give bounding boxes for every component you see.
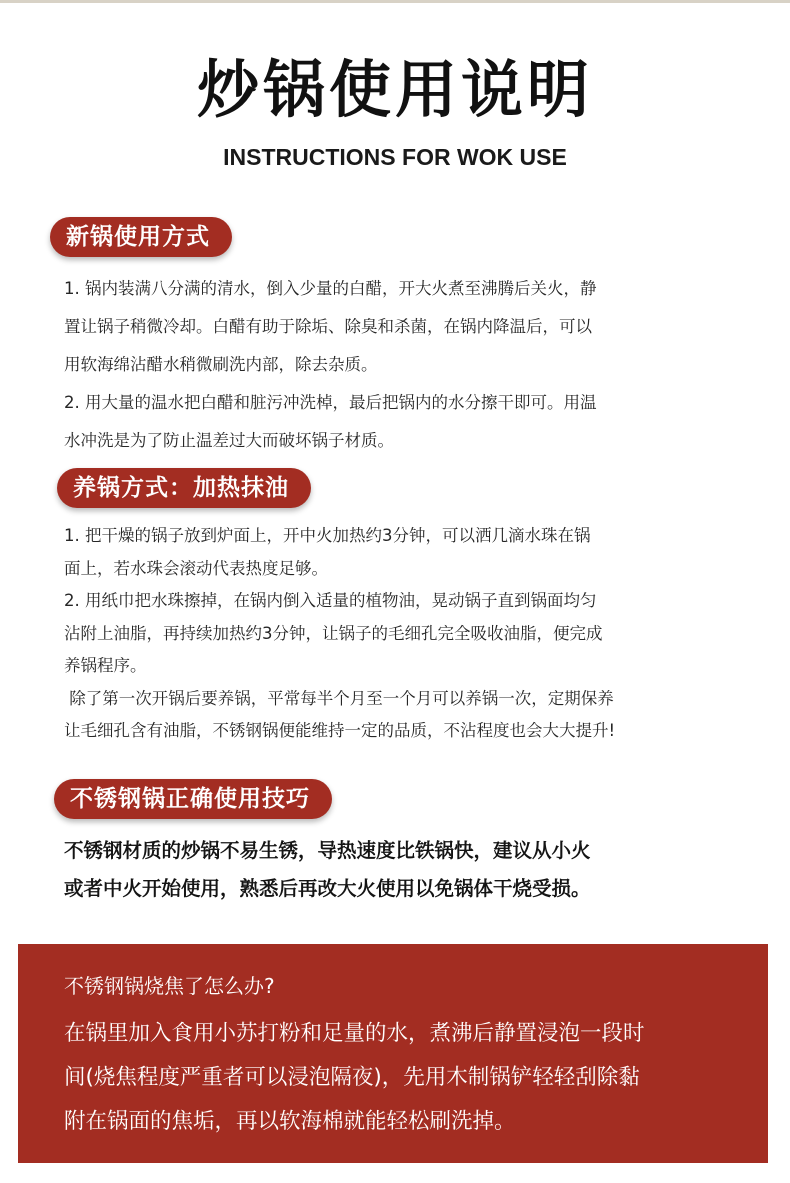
section-heading-stainless-tips: 不锈钢锅正确使用技巧 [54, 779, 332, 819]
body-line: 除了第一次开锅后要养锅，平常每半个月至一个月可以养锅一次，定期保养 [64, 688, 614, 708]
body-line: 置让锅子稍微冷却。白醋有助于除垢、除臭和杀菌，在锅内降温后，可以 [64, 317, 592, 336]
faq-answer [64, 1012, 645, 1144]
body-line: 面上，若水珠会滚动代表热度足够。 [64, 558, 328, 578]
body-line: 2. 用纸巾把水珠擦掉，在锅内倒入适量的植物油，晃动锅子直到锅面均匀 [64, 591, 597, 610]
faq-question: 不锈钢锅烧焦了怎么办? [64, 974, 275, 998]
body-line: 1. 把干燥的锅子放到炉面上，开中火加热约3分钟，可以洒几滴水珠在锅 [64, 526, 591, 545]
body-line: 或者中火开始使用，熟悉后再改大火使用以免锅体干烧受损。 [64, 877, 591, 900]
page-subtitle: INSTRUCTIONS FOR WOK USE [223, 144, 567, 170]
body-line: 1. 锅内装满八分满的清水，倒入少量的白醋，开大火煮至沸腾后关火，静 [64, 279, 597, 298]
section-heading-seasoning: 养锅方式：加热抹油 [57, 468, 311, 508]
page-title: 炒锅使用说明 [196, 53, 593, 126]
body-line: 养锅程序。 [64, 656, 147, 675]
body-line: 沾附上油脂，再持续加热约3分钟，让锅子的毛细孔完全吸收油脂，便完成 [64, 623, 603, 643]
section-body-stainless-tips [64, 832, 591, 908]
section-body-new-wok [64, 270, 597, 460]
body-line: 2. 用大量的温水把白醋和脏污冲洗棹，最后把锅内的水分擦干即可。用温 [64, 393, 597, 412]
body-line: 不锈钢材质的炒锅不易生锈，导热速度比铁锅快，建议从小火 [64, 839, 591, 862]
faq-answer-line: 附在锅面的焦垢，再以软海棉就能轻松刷洗掉。 [64, 1109, 516, 1134]
body-line: 让毛细孔含有油脂，不锈钢锅便能维持一定的品质，不沾程度也会大大提升! [64, 721, 616, 740]
faq-box [18, 944, 768, 1163]
body-line: 用软海绵沾醋水稍微刷洗内部，除去杂质。 [64, 355, 378, 374]
section-body-seasoning [64, 520, 615, 748]
top-divider [0, 0, 790, 3]
body-line: 水冲洗是为了防止温差过大而破坏锅子材质。 [64, 431, 394, 450]
faq-answer-line: 在锅里加入食用小苏打粉和足量的水，煮沸后静置浸泡一段时 [64, 1021, 645, 1046]
section-heading-new-wok: 新锅使用方式 [50, 217, 232, 257]
faq-answer-line: 间(烧焦程度严重者可以浸泡隔夜)，先用木制锅铲轻轻刮除黏 [64, 1065, 640, 1090]
